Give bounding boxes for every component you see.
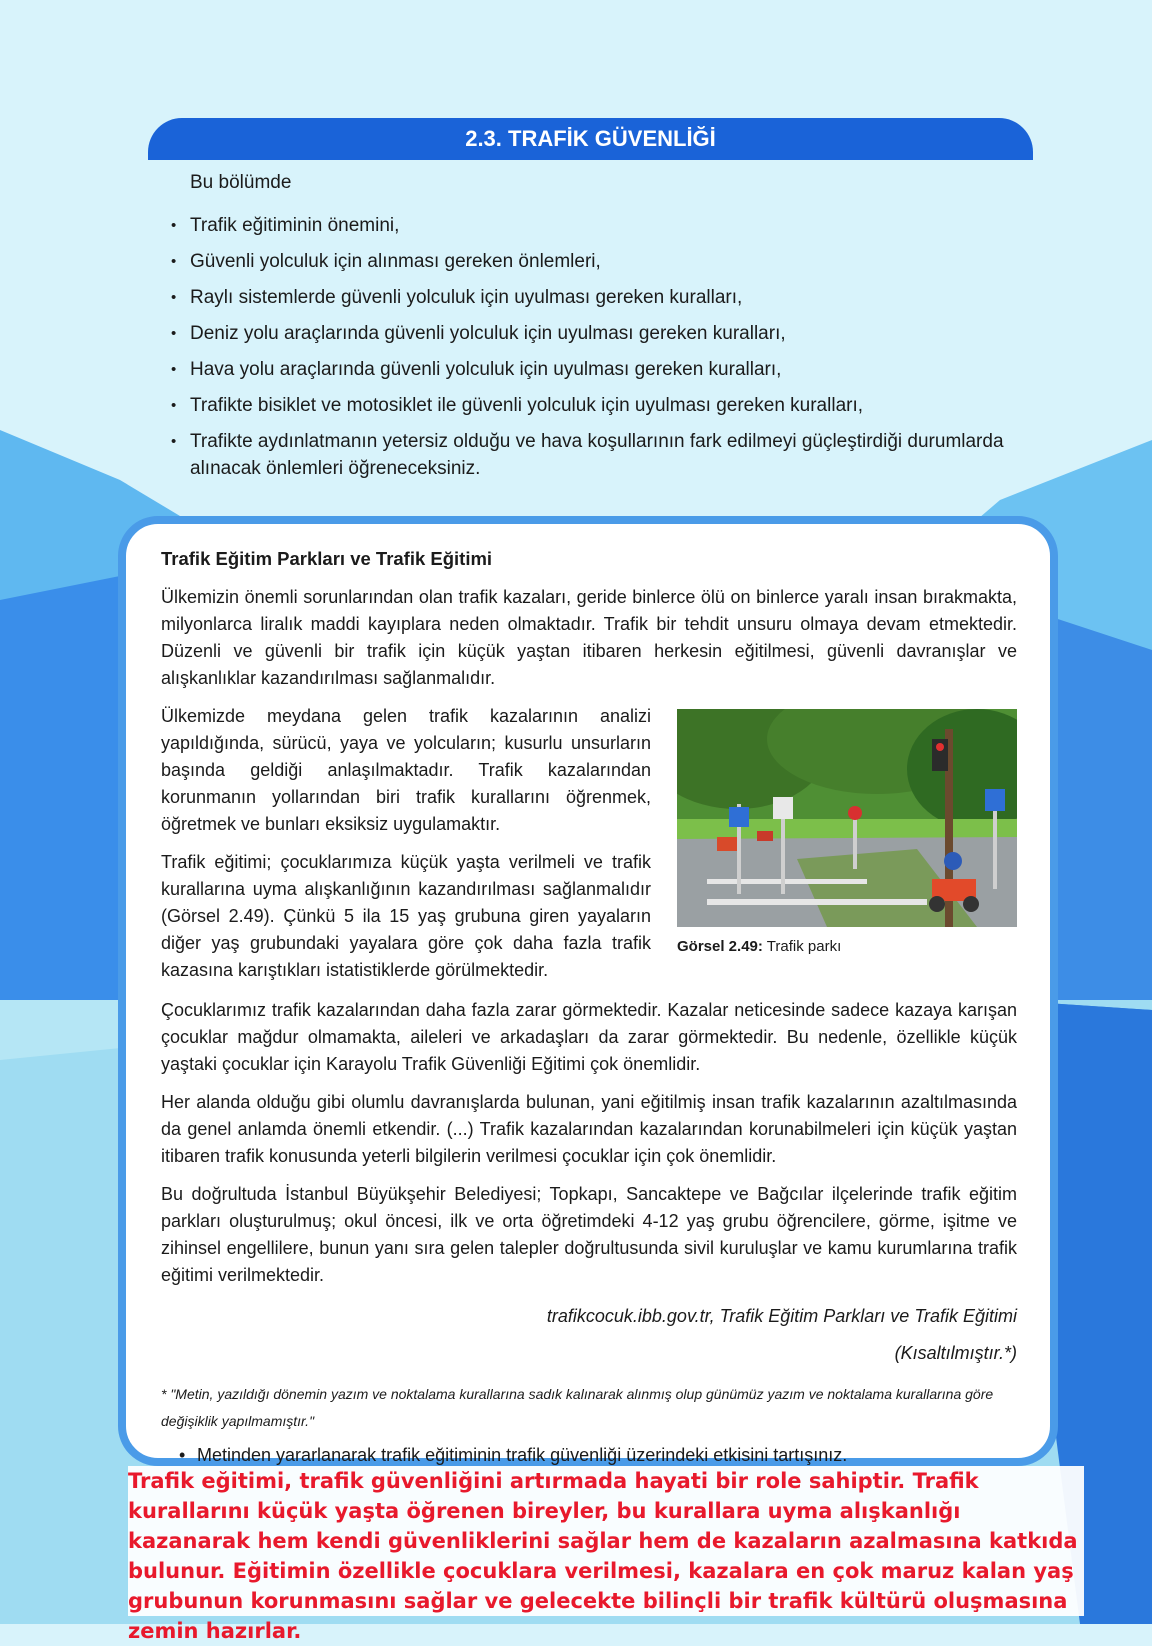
objectives-list bbox=[190, 212, 1040, 491]
intro-text: Bu bölümde bbox=[190, 172, 292, 193]
traffic-park-photo bbox=[677, 709, 1017, 927]
abridged-note: (Kısaltılmıştır.*) bbox=[894, 1343, 1017, 1363]
list-item: • Raylı sistemlerde güvenli yolculuk için uyulması gereken kuralları, bbox=[190, 284, 1040, 311]
discussion-question: • Metinden yararlanarak trafik eğitiminin trafik güvenliği üzerindeki etkisini tartışınız. bbox=[197, 1445, 1017, 1466]
list-item: • Trafik eğitiminin önemini, bbox=[190, 212, 1040, 239]
text-with-figure bbox=[161, 703, 1017, 995]
figure-caption-text: Trafik parkı bbox=[766, 938, 842, 955]
paragraph: Ülkemizde meydana gelen trafik kazalarının analizi yapıldığında, sürücü, yaya ve yolcuların; kusurlu unsurların başında geldiği anlaşılmaktadır. Trafik kazalarından korunmanın yollarından biri trafik kurallarını öğrenmek, öğretmek ve bunları eksiksiz uygulamaktır. bbox=[161, 706, 651, 834]
paragraph: Her alanda olduğu gibi olumlu davranışlarda bulunan, yani eğitilmiş insan trafik kazalarının azaltılmasında da genel anlamda önemli etkendir. (...) Trafik kazalarından kazalarından korunabilmeleri için küçük yaştan itibaren trafik konusunda yeterli bilgilerin verilmesi çocuklar için çok önemlidir. bbox=[161, 1092, 1017, 1166]
reading-title: Trafik Eğitim Parkları ve Trafik Eğitimi bbox=[161, 548, 493, 569]
list-item: • Trafikte bisiklet ve motosiklet ile güvenli yolculuk için uyulması gereken kuralları, bbox=[190, 392, 1040, 419]
answer-overlay bbox=[128, 1466, 1084, 1643]
footnote: * "Metin, yazıldığı dönemin yazım ve noktalama kurallarına sadık kalınarak alınmış olup günümüz yazım ve noktalama kurallarına göre değişiklik yapılmamıştır." bbox=[161, 1386, 994, 1429]
source-citation: trafikcocuk.ibb.gov.tr, Trafik Eğitim Parkları ve Trafik Eğitimi bbox=[546, 1306, 1017, 1326]
reading-content bbox=[161, 548, 1017, 1466]
list-item: • Güvenli yolculuk için alınması gereken önlemleri, bbox=[190, 248, 1040, 275]
list-item: • Hava yolu araçlarında güvenli yolculuk için uyulması gereken kuralları, bbox=[190, 356, 1040, 383]
paragraph: Bu doğrultuda İstanbul Büyükşehir Belediyesi; Topkapı, Sancaktepe ve Bağcılar ilçelerinde trafik eğitim parkları oluşturulmuş; okul öncesi, ilk ve orta öğretimdeki 4-12 yaş grubu öğrencilere, görme, işitme ve zihinsel engellilere, bunun yanı sıra gelen talepler doğrultusunda sivil kuruluşlar ve kamu kurumlarına trafik eğitimi verilmektedir. bbox=[161, 1184, 1017, 1285]
section-title-bar bbox=[148, 118, 1033, 160]
answer-text: Trafik eğitimi, trafik güvenliğini artırmada hayati bir role sahiptir. Trafik kurallarını küçük yaşta öğrenen bireyler, bu kurallara uyma alışkanlığı kazanarak hem kendi güvenliklerini sağlar hem de kazaların azalmasına katkıda bulunur. Eğitimin özellikle çocuklara verilmesi, kazalara en çok maruz kalan yaş grubunun korunmasını sağlar ve gelecekte bilinçli bir trafik kültürü oluşmasına zemin hazırlar. bbox=[128, 1469, 1078, 1643]
paragraph: Çocuklarımız trafik kazalarından daha fazla zarar görmektedir. Kazalar neticesinde sadece kazaya karışan çocuklar mağdur olmamakta, aileleri ve arkadaşları da zarar görmektedir. Bu nedenle, özellikle küçük yaştaki çocuklar için Karayolu Trafik Güvenliği Eğitimi çok önemlidir. bbox=[161, 1000, 1017, 1074]
section-title: 2.3. TRAFİK GÜVENLİĞİ bbox=[465, 126, 716, 151]
figure-label: Görsel 2.49: bbox=[677, 938, 763, 955]
list-item: • Deniz yolu araçlarında güvenli yolculuk için uyulması gereken kuralları, bbox=[190, 320, 1040, 347]
figure-caption bbox=[677, 938, 1017, 955]
figure bbox=[677, 709, 1017, 955]
paragraph: Ülkemizin önemli sorunlarından olan trafik kazaları, geride binlerce ölü on binlerce yaralı insan bırakmakta, milyonlarca liralık maddi kayıplara neden olmaktadır. Trafik bir tehdit unsuru olmaya devam etmektedir. Düzenli ve güvenli bir trafik için küçük yaştan itibaren herkesin eğitilmesi, güvenli davranışlar ve alışkanlıklar kazandırılması sağlanmalıdır. bbox=[161, 587, 1017, 688]
paragraph: Trafik eğitimi; çocuklarımıza küçük yaşta verilmeli ve trafik kurallarına uyma alışkanlığının kazandırılması sağlanmalıdır (Görsel 2.49). Çünkü 5 ila 15 yaş grubuna giren yayaların diğer yaş grubundaki yayalara göre çok daha fazla trafik kazasına karıştıkları istatistiklerde görülmektedir. bbox=[161, 852, 651, 980]
list-item: • Trafikte aydınlatmanın yetersiz olduğu ve hava koşullarının fark edilmeyi güçleştirdiği durumlarda alınacak önlemleri öğreneceksiniz. bbox=[190, 428, 1040, 482]
